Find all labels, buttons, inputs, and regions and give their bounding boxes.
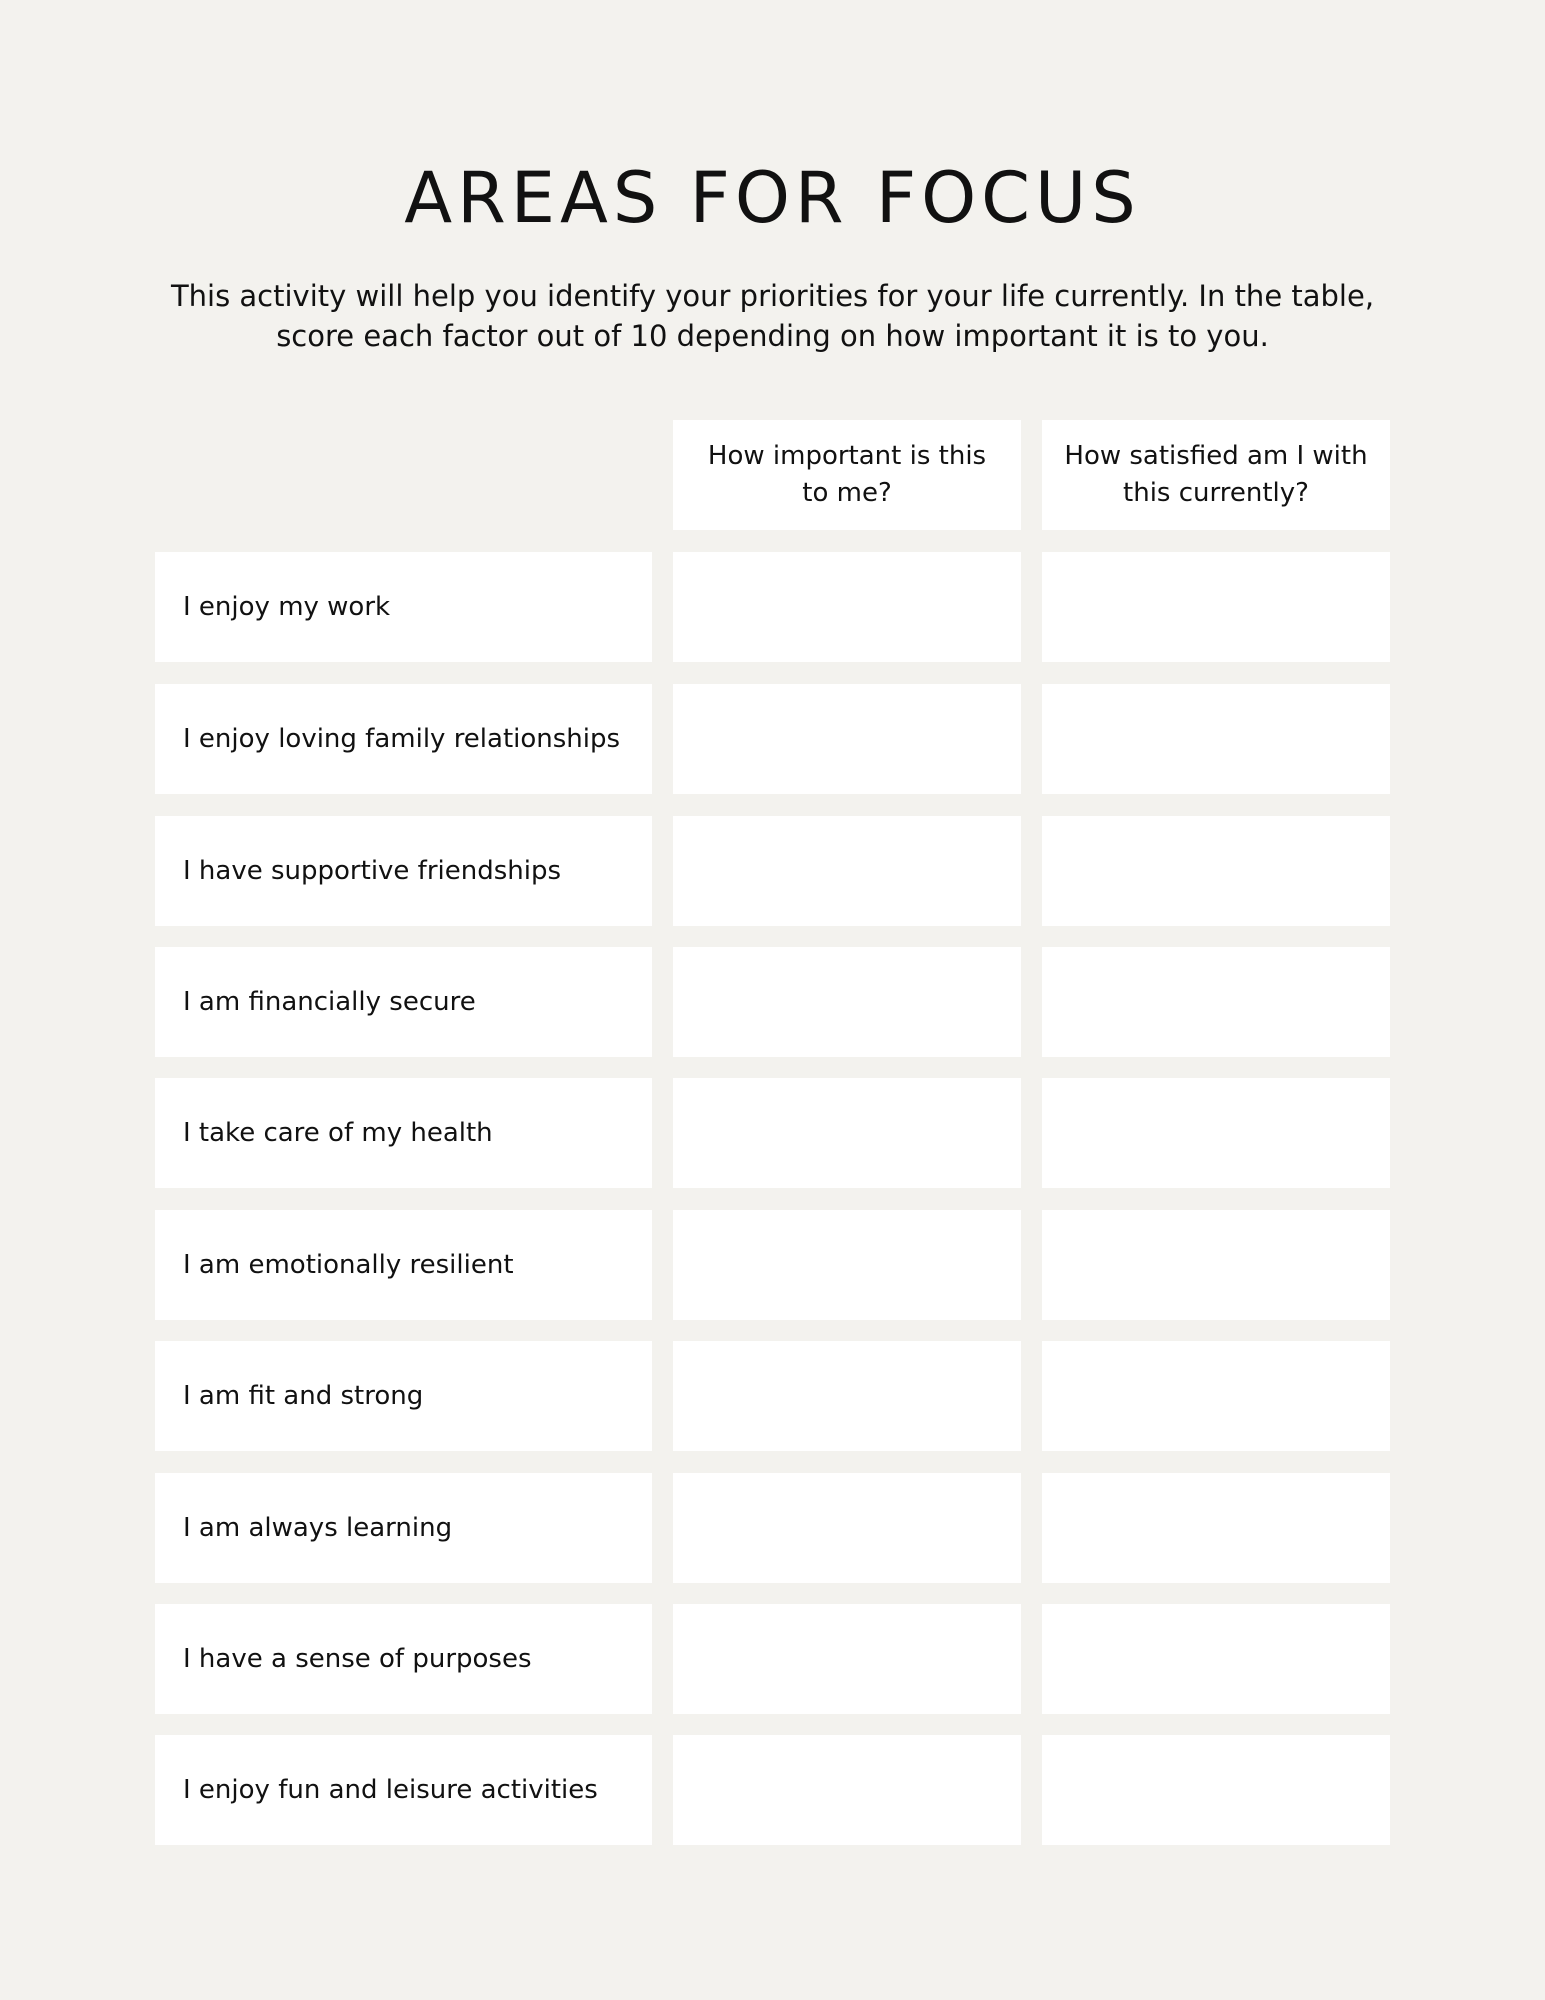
satisfaction-score-cell[interactable] (1042, 1473, 1390, 1583)
importance-score-cell[interactable] (673, 552, 1021, 662)
satisfaction-score-cell[interactable] (1042, 1078, 1390, 1188)
importance-score-cell[interactable] (673, 947, 1021, 1057)
page-title: AREAS FOR FOCUS (404, 157, 1141, 239)
row-label-health: I take care of my health (155, 1078, 652, 1188)
row-label-emotional: I am emotionally resilient (155, 1210, 652, 1320)
importance-score-cell[interactable] (673, 816, 1021, 926)
row-label-family: I enjoy loving family relationships (155, 684, 652, 794)
satisfaction-score-cell[interactable] (1042, 1735, 1390, 1845)
column-header-importance: How important is this to me? (673, 420, 1021, 530)
importance-score-cell[interactable] (673, 1604, 1021, 1714)
importance-score-cell[interactable] (673, 684, 1021, 794)
row-label-purpose: I have a sense of purposes (155, 1604, 652, 1714)
satisfaction-score-cell[interactable] (1042, 816, 1390, 926)
importance-score-cell[interactable] (673, 1341, 1021, 1451)
satisfaction-score-cell[interactable] (1042, 684, 1390, 794)
column-header-satisfaction: How satisfied am I with this currently? (1042, 420, 1390, 530)
importance-score-cell[interactable] (673, 1735, 1021, 1845)
satisfaction-score-cell[interactable] (1042, 1210, 1390, 1320)
row-label-financial: I am financially secure (155, 947, 652, 1057)
importance-score-cell[interactable] (673, 1210, 1021, 1320)
importance-score-cell[interactable] (673, 1078, 1021, 1188)
intro-text: This activity will help you identify your priorities for your life currently. In the table, score each factor out of 10 depending on how important it is to you. (170, 279, 1375, 353)
row-label-learning: I am always learning (155, 1473, 652, 1583)
satisfaction-score-cell[interactable] (1042, 552, 1390, 662)
row-label-leisure: I enjoy fun and leisure activities (155, 1735, 652, 1845)
satisfaction-score-cell[interactable] (1042, 1604, 1390, 1714)
row-label-friendships: I have supportive friendships (155, 816, 652, 926)
importance-score-cell[interactable] (673, 1473, 1021, 1583)
satisfaction-score-cell[interactable] (1042, 1341, 1390, 1451)
row-label-fitness: I am fit and strong (155, 1341, 652, 1451)
row-label-work: I enjoy my work (155, 552, 652, 662)
satisfaction-score-cell[interactable] (1042, 947, 1390, 1057)
